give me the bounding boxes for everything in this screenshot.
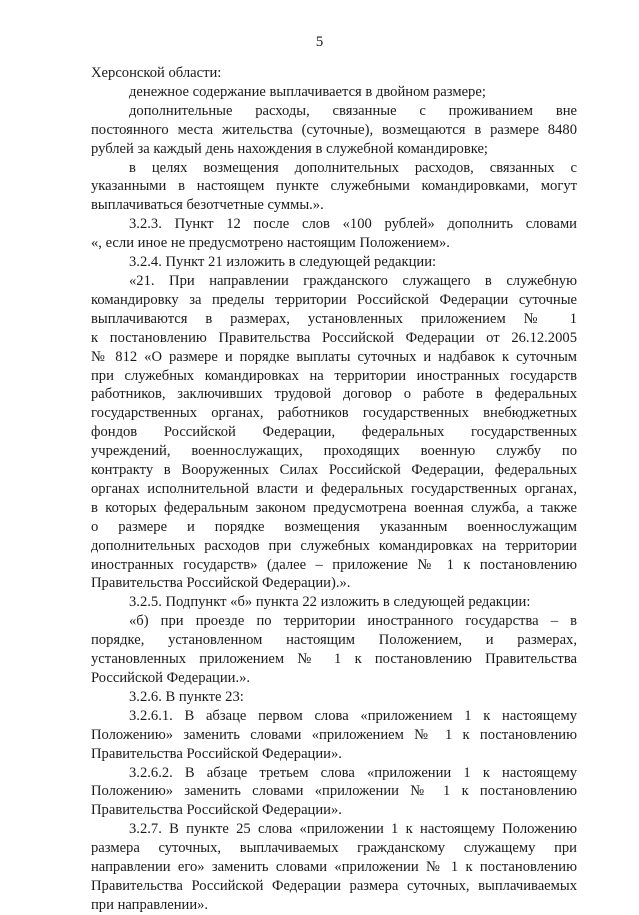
text-line: государственных органах, работников государственных внебюджетных (91, 405, 577, 422)
text-line: фондов Российской Федерации, федеральных государственных (91, 424, 577, 441)
text-line: Положению» заменить словами «приложением № 1 к постановлению (91, 726, 577, 743)
text-line: в которых федеральным законом предусмотрена военная служба, а также (91, 499, 577, 516)
text-line: денежное содержание выплачивается в двойном размере; (129, 83, 486, 100)
text-line: командировку за пределы территории Российской Федерации суточные (91, 291, 577, 308)
text-line: установленных приложением № 1 к постановлению Правительства (91, 651, 577, 668)
paragraph (91, 102, 577, 159)
paragraph (91, 253, 577, 272)
text-line: Правительства Российской Федерации размера суточных, выплачиваемых (91, 877, 577, 894)
text-line: Правительства Российской Федерации». (91, 802, 342, 819)
text-line: Правительства Российской Федерации». (91, 745, 342, 762)
text-line: 3.2.6.2. В абзаце третьем слова «приложении 1 к настоящему (129, 764, 577, 781)
text-line: в целях возмещения дополнительных расходов, связанных с (129, 159, 577, 176)
page-number: 5 (315, 34, 324, 50)
paragraph (91, 593, 577, 612)
text-line: 3.2.5. Подпункт «б» пункта 22 изложить в следующей редакции: (129, 594, 531, 611)
text-line: о размере и порядке возмещения указанным военнослужащим (91, 518, 577, 535)
text-line: 3.2.6.1. В абзаце первом слова «приложением 1 к настоящему (129, 707, 577, 724)
paragraph (91, 764, 577, 821)
text-line: дополнительных расходов при служебных командировках на территории (91, 537, 577, 554)
paragraph (91, 83, 577, 102)
text-line: при служебных командировках на территории иностранных государств (91, 367, 577, 384)
paragraph (91, 215, 577, 253)
paragraph (91, 272, 577, 593)
text-line: органах исполнительной власти и федеральных государственных органах, (91, 480, 577, 497)
paragraph (91, 159, 577, 216)
text-line: порядке, установленном настоящим Положением, и размерах, (91, 632, 577, 649)
text-line: выплачиваются в размерах, установленных приложением № 1 (91, 310, 577, 327)
paragraph (91, 688, 577, 707)
text-line: № 812 «О размере и порядке выплаты суточных и надбавок к суточным (91, 348, 577, 365)
text-line: работников, заключивших трудовой договор о работе в федеральных (91, 386, 577, 403)
paragraph (91, 707, 577, 764)
text-line: Российской Федерации.». (91, 670, 251, 686)
text-line: «, если иное не предусмотрено настоящим Положением». (91, 235, 450, 252)
text-line: дополнительные расходы, связанные с проживанием вне (129, 102, 577, 119)
paragraph (91, 820, 577, 915)
text-line: 3.2.4. Пункт 21 изложить в следующей редакции: (129, 254, 437, 271)
paragraph (91, 612, 577, 688)
text-line: Правительства Российской Федерации).». (91, 575, 351, 592)
paragraph (91, 64, 577, 83)
document-body (91, 64, 577, 915)
text-line: 3.2.3. Пункт 12 после слов «100 рублей» дополнить словами (129, 216, 577, 233)
text-line: рублей за каждый день нахождения в служебной командировке; (91, 140, 488, 157)
text-line: постоянного места жительства (суточные), возмещаются в размере 8480 (91, 121, 577, 138)
text-line: при направлении». (91, 896, 209, 913)
text-line: иностранных государств» (далее – приложение № 1 к постановлению (91, 556, 577, 573)
text-line: указанными в настоящем пункте служебными командировками, могут (91, 178, 577, 195)
text-line: выплачиваться безотчетные суммы.». (91, 197, 324, 214)
text-line: «б) при проезде по территории иностранного государства – в (129, 613, 577, 630)
text-line: «21. При направлении гражданского служащего в служебную (129, 272, 577, 289)
text-line: к постановлению Правительства Российской Федерации от 26.12.2005 (91, 329, 577, 346)
text-line: контракту в Вооруженных Силах Российской Федерации, федеральных (91, 462, 577, 479)
text-line: 3.2.7. В пункте 25 слова «приложении 1 к настоящему Положению (129, 821, 577, 838)
text-line: учреждений, военнослужащих, проходящих военную службу по (91, 443, 577, 460)
text-line: направлении его» заменить словами «приложении № 1 к постановлению (91, 859, 577, 876)
text-line: Херсонской области: (91, 65, 222, 81)
text-line: Положению» заменить словами «приложении № 1 к постановлению (91, 783, 577, 800)
text-line: 3.2.6. В пункте 23: (129, 688, 244, 705)
text-line: размера суточных, выплачиваемых гражданскому служащему при (91, 840, 577, 857)
